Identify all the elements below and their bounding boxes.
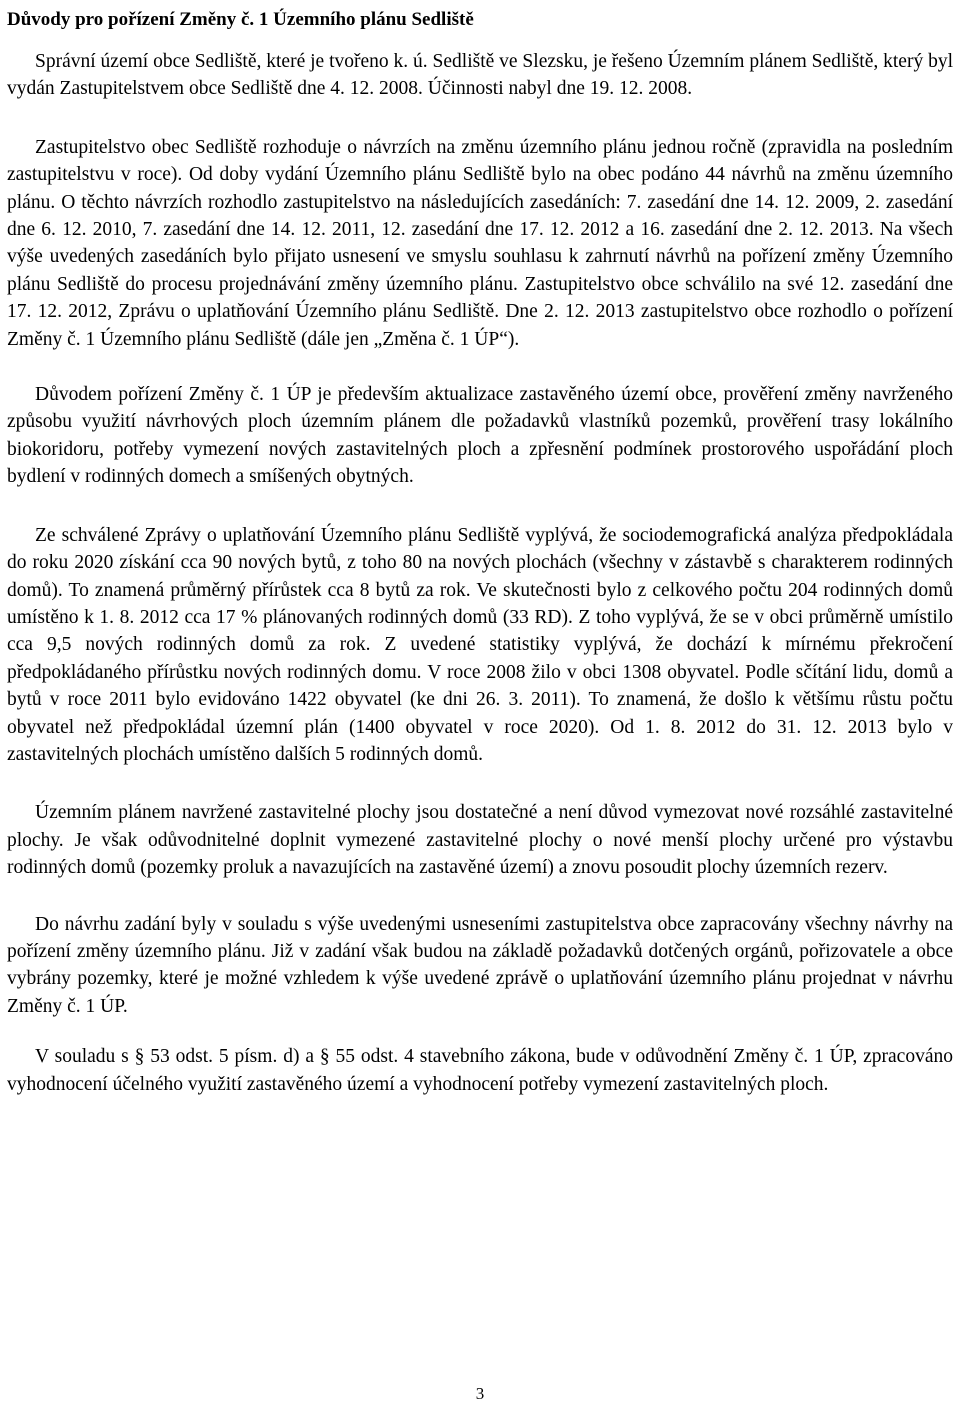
paragraph-territory: Správní území obce Sedliště, které je tvořeno k. ú. Sedliště ve Slezsku, je řešeno Územním plánem Sedliště, který byl vydán Zastupitelstvem obce Sedliště dne 4. 12. 2008. Účinnosti nabyl dne 19. 12. 2008. [7,51,953,100]
paragraph-buildable-areas: Územním plánem navržené zastavitelné plochy jsou dostatečné a není důvod vymezovat nové rozsáhlé zastavitelné plochy. Je však odůvodnitelné doplnit vymezené zastavitelné plochy o nové menší plochy určené pro výstavbu rodinných domů (pozemky proluk a navazujících na zastavěné území) a znovu posoudit plochy územních rezerv. [7,802,953,879]
paragraph-assignment-draft: Do návrhu zadání byly v souladu s výše uvedenými usneseními zastupitelstva obce zapracovány všechny návrhy na pořízení změny územního plánu. Již v zadání však budou na základě požadavků dotčených orgánů, pořizovatele a obce vybrány pozemky, které je možné vzhledem k výše uvedené zprávě o uplatňování územního plánu projednat v návrhu Změny č. 1 ÚP. [7,913,953,1017]
document-page [7,8,953,1098]
paragraph-legal-basis: V souladu s § 53 odst. 5 písm. d) a § 55 odst. 4 stavebního zákona, bude v odůvodnění Změny č. 1 ÚP, zpracováno vyhodnocení účelného využití zastavěného území a vyhodnocení potřeby vymezení zastavitelných ploch. [7,1046,953,1095]
paragraph-reasons: Důvodem pořízení Změny č. 1 ÚP je především aktualizace zastavěného území obce, prověření změny navrženého způsobu využití návrhových ploch územním plánem dle požadavků vlastníků pozemků, prověření trasy lokálního biokoridoru, potřeby vymezení nových zastavitelných ploch a zpřesnění podmínek prostorového uspořádání ploch bydlení v rodinných domech a smíšených obytných. [7,384,953,488]
document-heading: Důvody pro pořízení Změny č. 1 Územního plánu Sedliště [7,9,474,30]
paragraph-demographics: Ze schválené Zprávy o uplatňování Územního plánu Sedliště vyplývá, že sociodemografická analýza předpokládala do roku 2020 získání cca 90 nových bytů, z toho 80 na nových plochách (všechny v zástavbě s charakterem rodinných domů). To znamená průměrný přírůstek cca 8 bytů za rok. Ve skutečnosti bylo z celkového počtu 204 rodinných domů umístěno k 1. 8. 2012 cca 17 % plánovaných rodinných domů (33 RD). Z toho vyplývá, že se v obci průměrně umístilo cca 9,5 nových rodinných domů za rok. Z uvedené statistiky vyplývá, že dochází k mírnému překročení předpokládaného přírůstku nových rodinných domu. V roce 2008 žilo v obci 1308 obyvatel. Podle sčítání lidu, domů a bytů v roce 2011 bylo evidováno 1422 obyvatel (ke dni 26. 3. 2011). To znamená, že došlo k většímu růstu počtu obyvatel než předpokládal územní plán (1400 obyvatel v roce 2020). Od 1. 8. 2012 do 31. 12. 2013 bylo v zastavitelných plochách umístěno dalších 5 rodinných domů. [7,524,953,765]
page-number: 3 [475,1384,485,1403]
paragraph-council-decisions: Zastupitelstvo obec Sedliště rozhoduje o návrzích na změnu územního plánu jednou ročně (zpravidla na posledním zastupitelstvu v roce). Od doby vydání Územního plánu Sedliště bylo na obec podáno 44 návrhů na změnu územního plánu. O těchto návrzích rozhodlo zastupitelstvo na následujících zasedáních: 7. zasedání dne 14. 12. 2009, 2. zasedání dne 6. 12. 2010, 7. zasedání dne 14. 12. 2011, 12. zasedání dne 17. 12. 2012 a 16. zasedání dne 2. 12. 2013. Na všech výše uvedených zasedáních bylo přijato usnesení ve smyslu souhlasu k zahrnutí návrhů na pořízení změny Územního plánu Sedliště do procesu projednávání změny územního plánu. Zastupitelstvo obce schválilo na své 12. zasedání dne 17. 12. 2012, Zprávu o uplatňování Územního plánu Sedliště. Dne 2. 12. 2013 zastupitelstvo obce rozhodlo o pořízení Změny č. 1 Územního plánu Sedliště (dále jen „Změna č. 1 ÚP“). [7,136,953,350]
